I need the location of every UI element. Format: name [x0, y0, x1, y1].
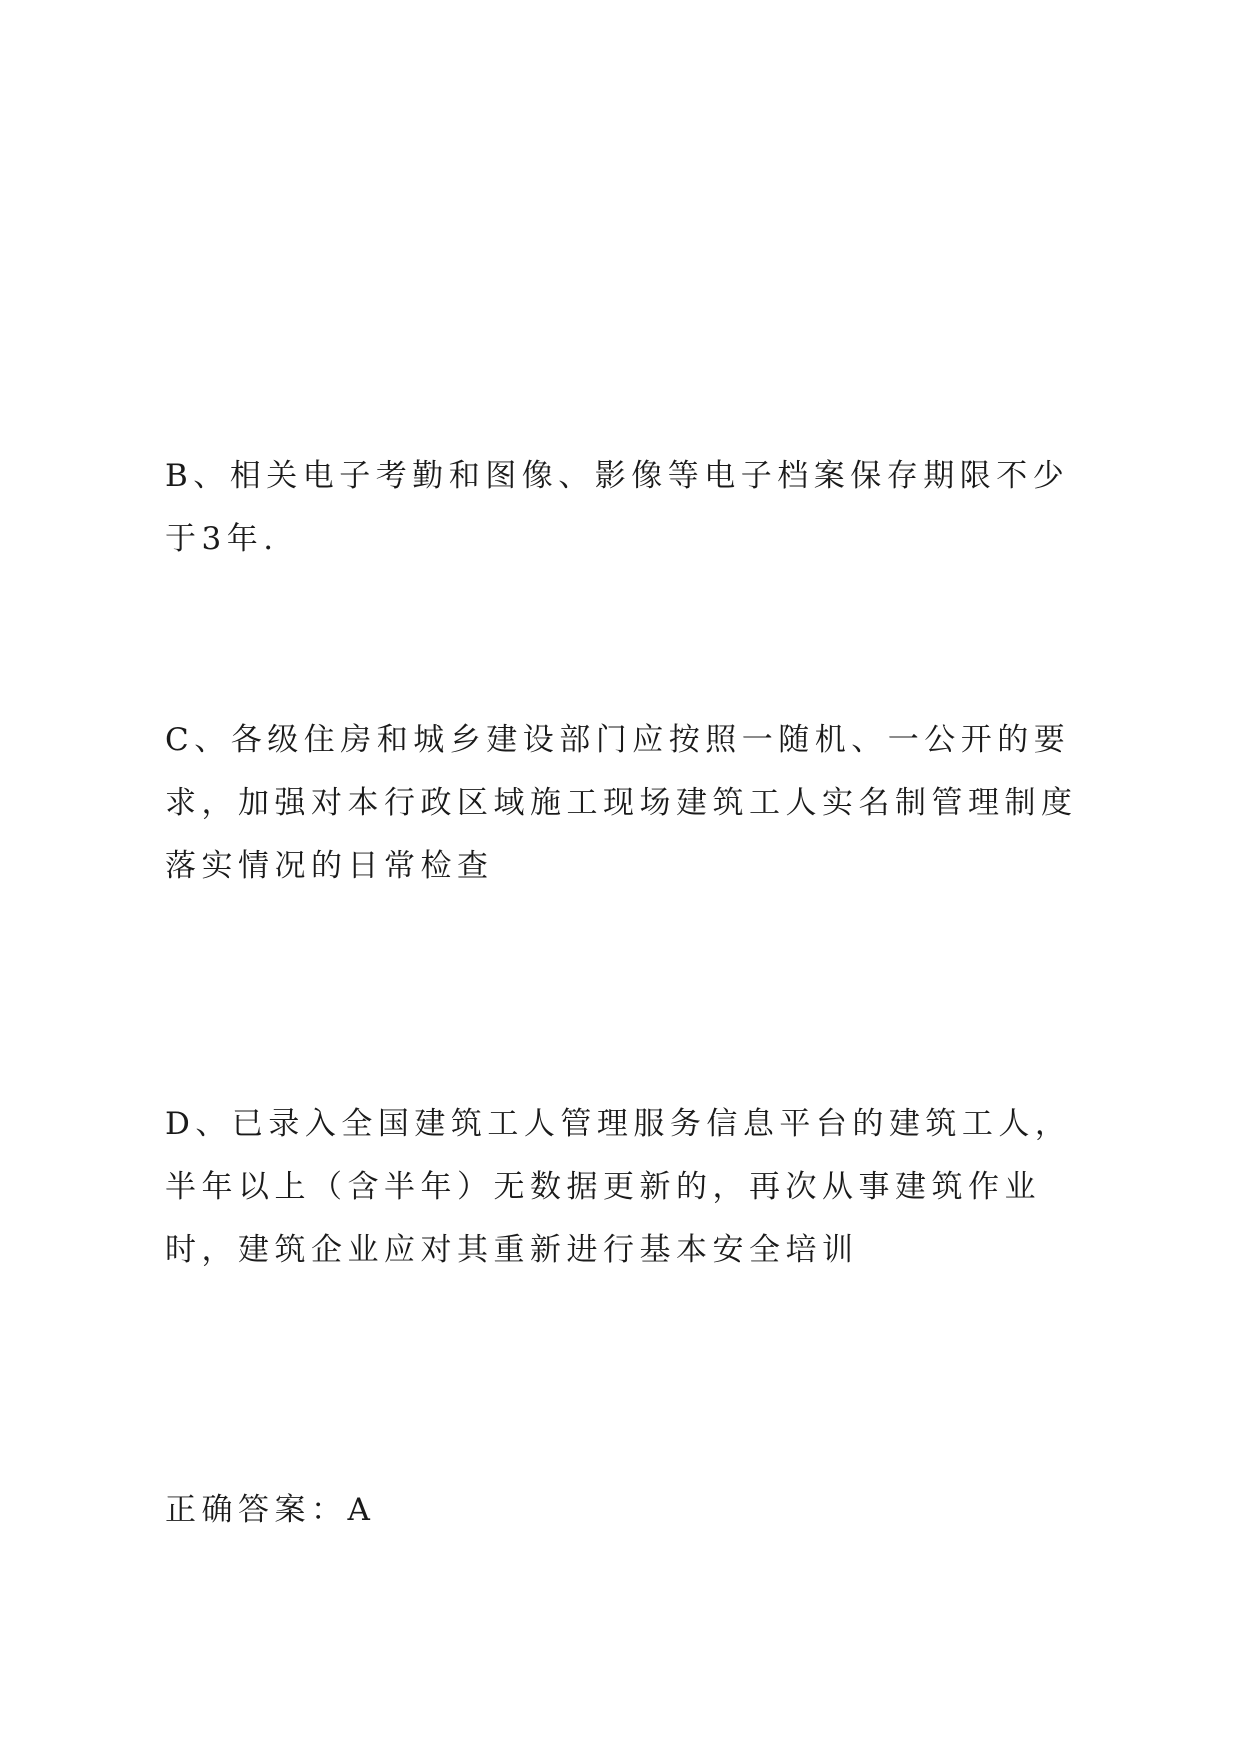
correct-answer-text: 正确答案：A: [165, 1492, 376, 1528]
option-c-text: C、各级住房和城乡建设部门应按照一随机、一公开的要求，加强对本行政区域施工现场建筑工人实名制管理制度落实情况的日常检查: [165, 722, 1078, 884]
option-d-text: D、已录入全国建筑工人管理服务信息平台的建筑工人，半年以上（含半年）无数据更新的，再次从事建筑作业时，建筑企业应对其重新进行基本安全培训: [165, 1106, 1072, 1268]
option-b-text: B、相关电子考勤和图像、影像等电子档案保存期限不少于3年.: [165, 458, 1070, 557]
